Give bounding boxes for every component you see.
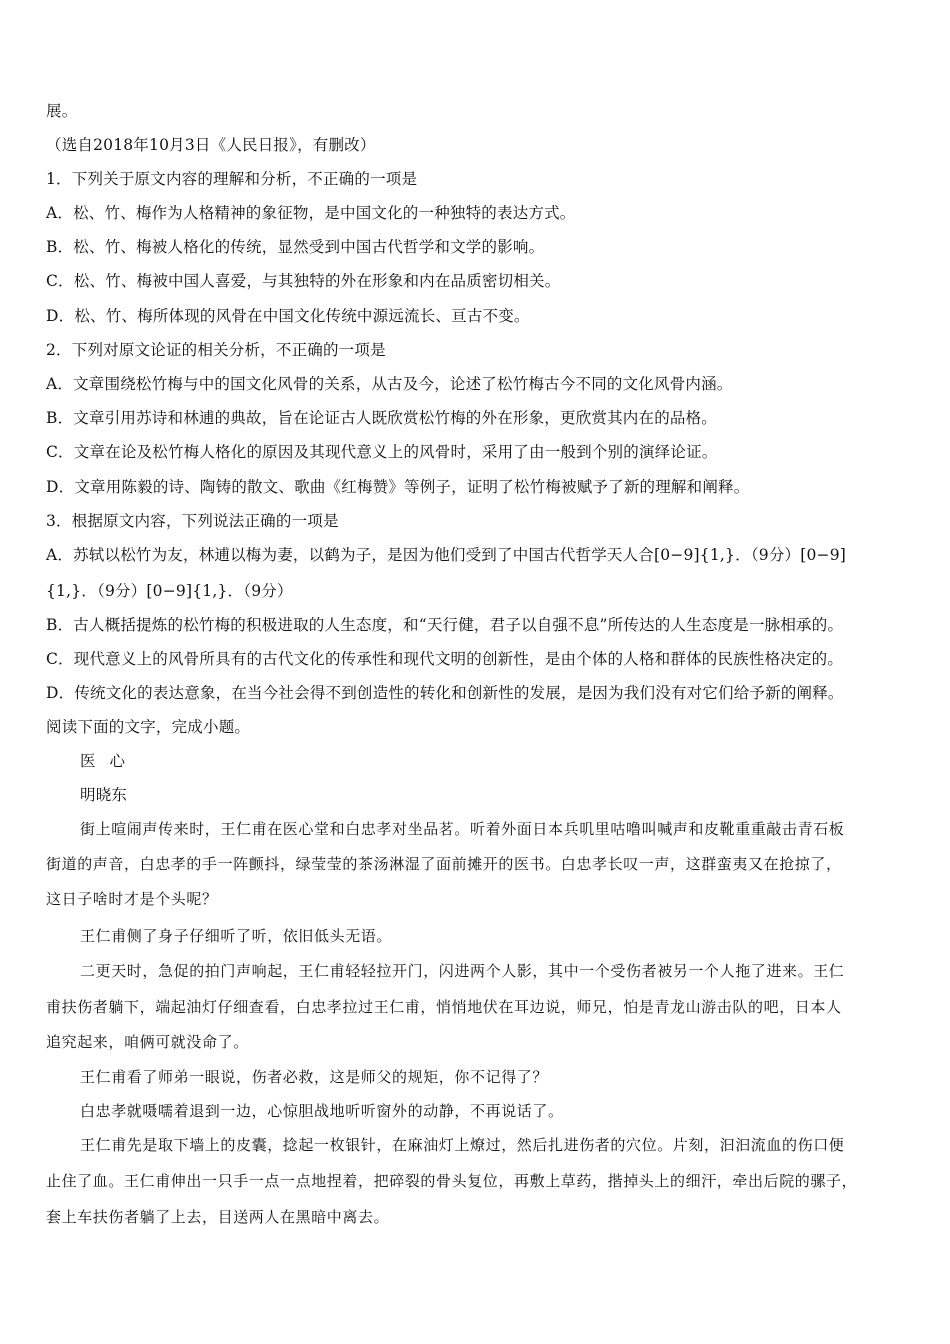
story-line: 套上车扶伤者躺了上去，目送两人在黑暗中离去。 [46, 1208, 390, 1226]
question-3-option-a-line2: {1,}．（9分）[0−9]{1,}．（9分） [46, 582, 293, 600]
question-3-option-a-line1: A．苏轼以松竹为友，林逋以梅为妻，以鹤为子，是因为他们受到了中国古代哲学天人合[0−9]{1,}．（9分）[0−9] [46, 546, 847, 564]
story-line: 白忠孝就嗫嚅着退到一边，心惊胆战地听听窗外的动静，不再说话了。 [80, 1102, 564, 1120]
question-3-stem: 3．根据原文内容，下列说法正确的一项是 [46, 512, 339, 530]
question-2-option-b: B．文章引用苏诗和林逋的典故，旨在论证古人既欣赏松竹梅的外在形象，更欣赏其内在的品格。 [46, 409, 717, 427]
question-2-option-d: D．文章用陈毅的诗、陶铸的散文、歌曲《红梅赞》等例子，证明了松竹梅被赋予了新的理解和阐释。 [46, 478, 750, 496]
story-line: 甫扶伤者躺下，端起油灯仔细查看，白忠孝拉过王仁甫，悄悄地伏在耳边说，师兄，怕是青龙山游击队的吧，日本人 [46, 998, 842, 1016]
question-2-option-c: C．文章在论及松竹梅人格化的原因及其现代意义上的风骨时，采用了由一般到个别的演绎论证。 [46, 443, 718, 461]
question-2-option-a: A．文章围绕松竹梅与中的国文化风骨的关系，从古及今，论述了松竹梅古今不同的文化风骨内涵。 [46, 375, 733, 393]
story-title: 医心 [80, 752, 140, 770]
question-1-option-c: C．松、竹、梅被中国人喜爱，与其独特的外在形象和内在品质密切相关。 [46, 272, 561, 290]
reading-instruction: 阅读下面的文字，完成小题。 [46, 718, 251, 736]
story-line: 二更天时，急促的拍门声响起，王仁甫轻轻拉开门，闪进两个人影，其中一个受伤者被另一个人拖了进来。王仁 [80, 962, 845, 980]
question-3-option-d: D．传统文化的表达意象，在当今社会得不到创造性的转化和创新性的发展，是因为我们没有对它们给予新的阐释。 [46, 684, 844, 702]
question-2-stem: 2．下列对原文论证的相关分析，不正确的一项是 [46, 341, 386, 359]
story-line: 街上喧闹声传来时，王仁甫在医心堂和白忠孝对坐品茗。听着外面日本兵叽里咕噜叫喊声和皮靴重重敲击青石板 [80, 820, 845, 838]
story-line: 这日子啥时才是个头呢？ [46, 890, 218, 908]
question-1-option-b: B．松、竹、梅被人格化的传统，显然受到中国古代哲学和文学的影响。 [46, 238, 545, 256]
question-1-stem: 1．下列关于原文内容的理解和分析，不正确的一项是 [46, 170, 418, 188]
story-author: 明晓东 [80, 786, 128, 804]
story-line: 止住了血。王仁甫伸出一只手一点一点地捏着，把碎裂的骨头复位，再敷上草药，揩掉头上的细汗，牵出后院的骡子， [46, 1172, 858, 1190]
story-line: 追究起来，咱俩可就没命了。 [46, 1033, 249, 1051]
story-line: 街道的声音，白忠孝的手一阵颤抖，绿莹莹的茶汤淋湿了面前摊开的医书。白忠孝长叹一声，这群蛮夷又在抢掠了， [46, 855, 842, 873]
question-3-option-b: B．古人概括提炼的松竹梅的积极进取的人生态度，和“天行健，君子以自强不息”所传达的人生态度是一脉相承的。 [46, 616, 844, 634]
story-line: 王仁甫先是取下墙上的皮囊，捻起一枚银针，在麻油灯上燎过，然后扎进伤者的穴位。片刻，汩汩流血的伤口便 [80, 1136, 845, 1154]
question-1-option-a: A．松、竹、梅作为人格精神的象征物，是中国文化的一种独特的表达方式。 [46, 204, 576, 222]
question-1-option-d: D．松、竹、梅所体现的风骨在中国文化传统中源远流长、亘古不变。 [46, 307, 530, 325]
question-3-option-c: C．现代意义上的风骨所具有的古代文化的传承性和现代文明的创新性，是由个体的人格和群体的民族性格决定的。 [46, 650, 844, 668]
text-fragment: 展。 [46, 102, 78, 120]
source-citation: （选自2018年10月3日《人民日报》，有删改） [46, 136, 376, 154]
story-line: 王仁甫看了师弟一眼说，伤者必救，这是师父的规矩，你不记得了？ [80, 1068, 549, 1086]
story-line: 王仁甫侧了身子仔细听了听，依旧低头无语。 [80, 927, 393, 945]
